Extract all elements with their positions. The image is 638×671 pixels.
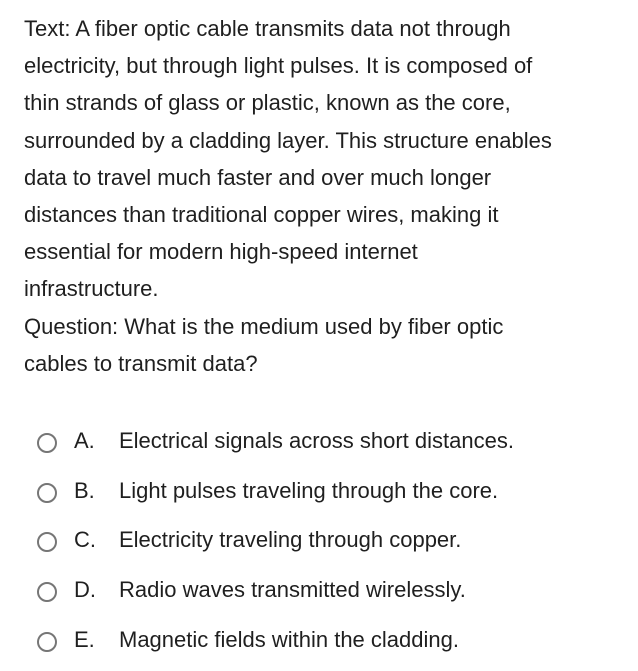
option-letter: A. [74,427,95,453]
passage-line: thin strands of glass or plastic, known as the core, [24,90,511,116]
question-line: Question: What is the medium used by fiber optic [24,313,504,339]
radio-button-icon[interactable] [37,582,57,602]
passage-line: electricity, but through light pulses. It is composed of [24,53,533,79]
option-letter: E. [74,627,95,653]
option-letter: C. [74,527,96,553]
option-label: Magnetic fields within the cladding. [119,627,459,653]
passage-line: distances than traditional copper wires, making it [24,202,499,228]
option-label: Light pulses traveling through the core. [119,477,499,503]
passage-line: surrounded by a cladding layer. This structure enables [24,127,552,153]
option-c[interactable] [37,516,627,566]
option-letter: D. [74,577,96,603]
radio-button-icon[interactable] [37,532,57,552]
option-d[interactable] [37,565,627,615]
option-e[interactable] [37,615,627,665]
option-letter: B. [74,477,95,503]
option-label: Radio waves transmitted wirelessly. [119,577,466,603]
radio-button-icon[interactable] [37,433,57,453]
option-b[interactable] [37,466,627,516]
option-a[interactable] [37,416,627,466]
passage-line: essential for modern high-speed internet [24,239,418,265]
passage-line: Text: A fiber optic cable transmits data not through [24,16,511,41]
radio-button-icon[interactable] [37,632,57,652]
answer-options [37,416,627,665]
passage-text [24,10,624,308]
option-label: Electricity traveling through copper. [119,527,462,553]
passage-line: data to travel much faster and over much longer [24,164,492,190]
radio-button-icon[interactable] [37,483,57,503]
passage-line: infrastructure. [24,276,159,302]
option-label: Electrical signals across short distances. [119,427,514,453]
question-text [24,308,624,382]
question-line: cables to transmit data? [24,350,258,376]
